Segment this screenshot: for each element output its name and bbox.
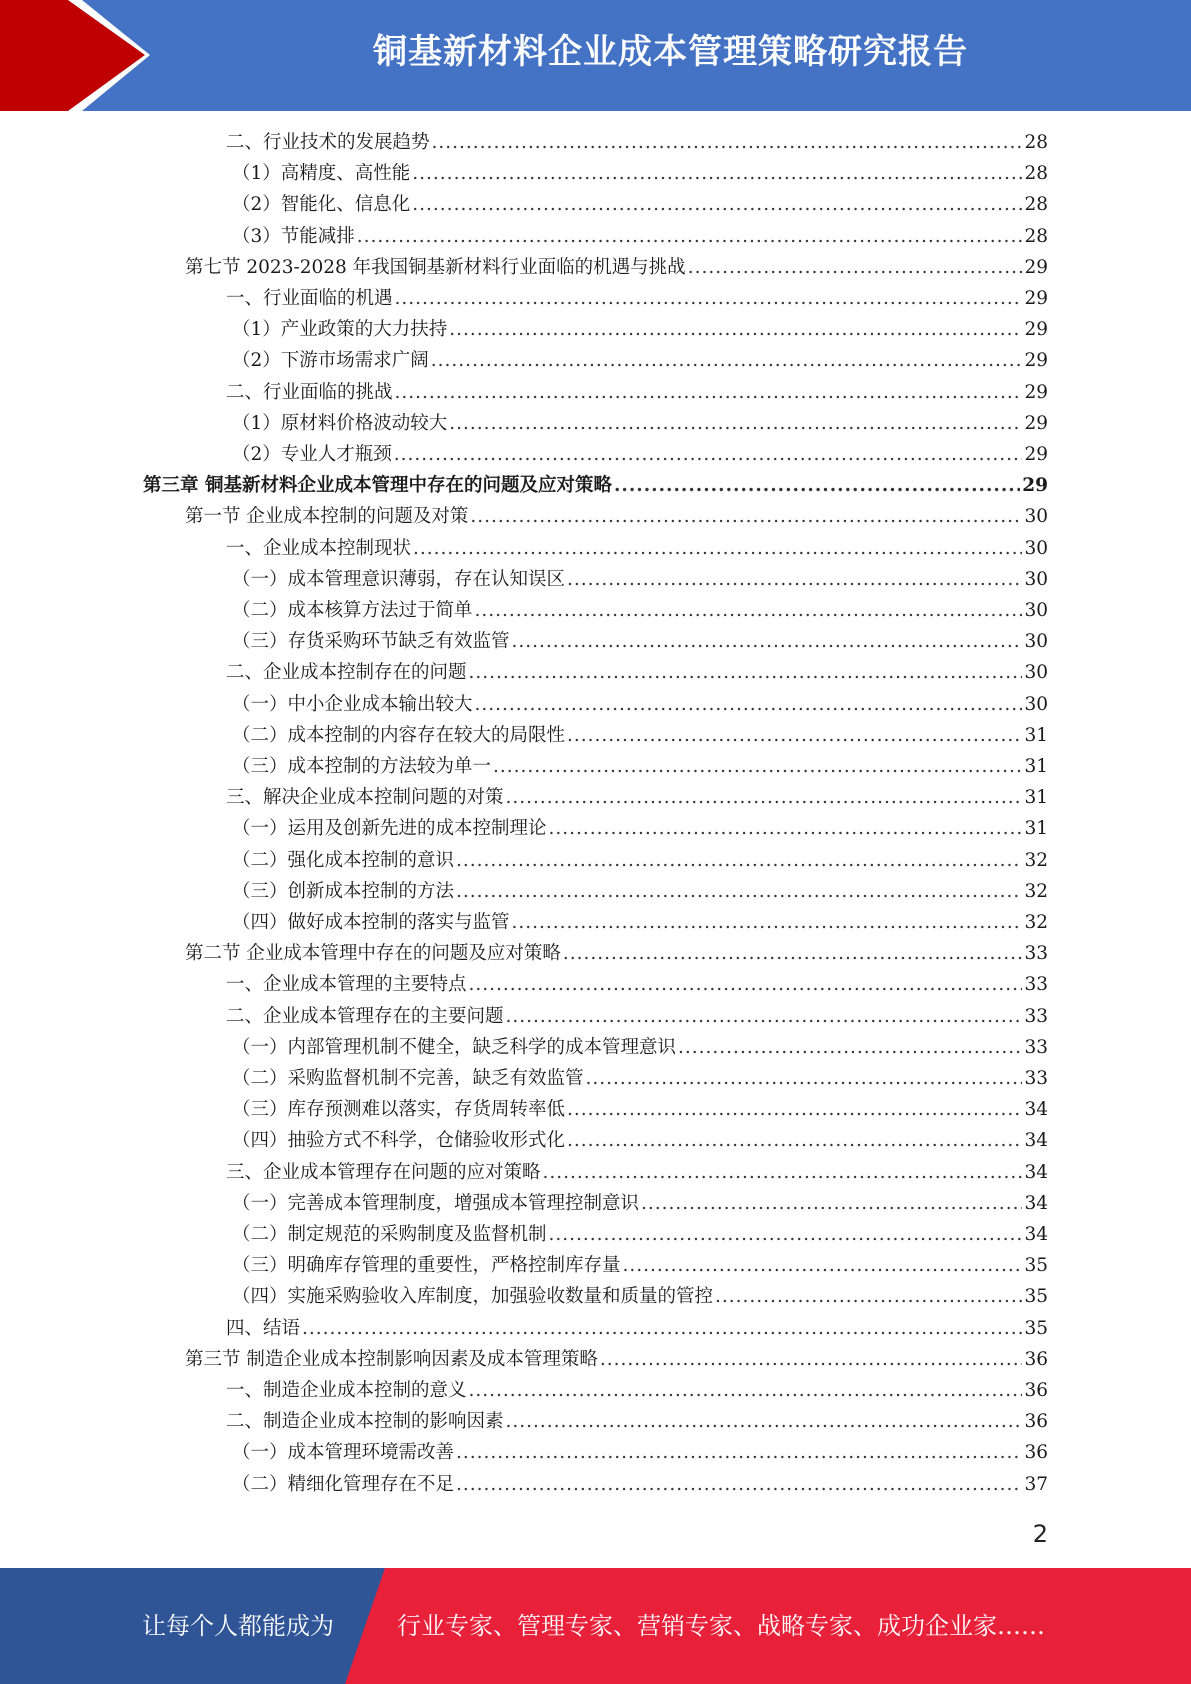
toc-entry-title: 二、企业成本管理存在的主要问题 <box>226 1005 504 1027</box>
toc-dot-leader <box>493 756 1022 777</box>
toc-entry-page-number: 32 <box>1024 849 1048 871</box>
toc-dot-leader <box>506 787 1023 808</box>
toc-entry-title: （四）抽验方式不科学，仓储验收形式化 <box>232 1130 566 1152</box>
toc-entry-page-number: 34 <box>1024 1224 1048 1245</box>
toc-entry-page-number: 30 <box>1024 631 1048 653</box>
toc-entry[interactable] <box>226 284 1048 315</box>
toc-dot-leader <box>475 600 1023 621</box>
toc-dot-leader <box>431 350 1023 371</box>
toc-entry[interactable] <box>143 471 1048 502</box>
header-band <box>0 0 1191 111</box>
toc-entry-title: （2）专业人才瓶颈 <box>232 444 392 465</box>
toc-entry-page-number: 34 <box>1024 1130 1048 1152</box>
toc-entry-page-number: 33 <box>1024 1005 1048 1027</box>
toc-entry-page-number: 30 <box>1024 600 1048 621</box>
toc-entry-page-number: 29 <box>1024 319 1048 341</box>
toc-entry[interactable] <box>226 1158 1048 1189</box>
toc-dot-leader <box>506 1411 1023 1432</box>
toc-entry-title: （二）制定规范的采购制度及监督机制 <box>232 1224 547 1245</box>
toc-dot-leader <box>413 538 1022 559</box>
toc-entry[interactable] <box>226 1407 1048 1438</box>
toc-entry[interactable] <box>232 752 1048 783</box>
toc-dot-leader <box>412 194 1022 215</box>
toc-entry-page-number: 34 <box>1024 1099 1048 1121</box>
toc-entry-title: （三）存货采购环节缺乏有效监管 <box>232 631 510 653</box>
toc-entry-page-number: 30 <box>1024 662 1048 684</box>
toc-dot-leader <box>395 382 1023 403</box>
toc-entry-page-number: 28 <box>1024 225 1048 247</box>
toc-entry[interactable] <box>185 939 1048 970</box>
toc-entry-page-number: 37 <box>1024 1473 1048 1495</box>
toc-entry[interactable] <box>232 346 1048 377</box>
toc-entry-title: （三）成本控制的方法较为单一 <box>232 756 492 777</box>
toc-entry-page-number: 31 <box>1024 756 1048 777</box>
toc-dot-leader <box>512 912 1023 933</box>
toc-dot-leader <box>395 288 1023 309</box>
toc-entry-page-number: 30 <box>1024 537 1048 559</box>
toc-dot-leader <box>394 444 1023 465</box>
toc-entry-title: （1）高精度、高性能 <box>232 163 411 185</box>
toc-entry-page-number: 33 <box>1024 974 1048 996</box>
toc-entry-page-number: 36 <box>1024 1411 1048 1433</box>
toc-entry[interactable] <box>232 877 1048 908</box>
toc-entry-page-number: 29 <box>1024 412 1048 434</box>
toc-dot-leader <box>469 974 1023 995</box>
toc-entry-title: 四、结语 <box>226 1317 301 1339</box>
toc-entry[interactable] <box>232 1189 1048 1220</box>
toc-entry-page-number: 29 <box>1024 288 1048 309</box>
toc-entry-title: 一、行业面临的机遇 <box>226 288 393 309</box>
toc-entry-page-number: 34 <box>1024 1161 1048 1183</box>
page-number: 2 <box>1032 1520 1048 1548</box>
toc-entry[interactable] <box>185 1345 1048 1376</box>
toc-entry-page-number: 33 <box>1024 1036 1048 1058</box>
toc-dot-leader <box>469 662 1023 683</box>
toc-entry-title: （一）完善成本管理制度，增强成本管理控制意识 <box>232 1192 640 1214</box>
toc-entry[interactable] <box>232 1095 1048 1126</box>
toc-entry[interactable] <box>232 908 1048 939</box>
toc-dot-leader <box>678 1037 1022 1058</box>
toc-entry[interactable] <box>232 814 1048 845</box>
toc-entry-title: 二、行业面临的挑战 <box>226 381 393 403</box>
toc-entry[interactable] <box>226 1314 1048 1345</box>
toc-entry[interactable] <box>232 1438 1048 1469</box>
header-arrow-decoration <box>0 0 160 111</box>
toc-entry-title: （三）创新成本控制的方法 <box>232 880 455 902</box>
toc-dot-leader <box>715 1286 1022 1307</box>
toc-entry-title: （一）内部管理机制不健全，缺乏科学的成本管理意识 <box>232 1036 677 1058</box>
toc-entry-title: （二）强化成本控制的意识 <box>232 849 455 871</box>
toc-entry-title: 二、企业成本控制存在的问题 <box>226 662 467 684</box>
toc-entry[interactable] <box>185 253 1048 284</box>
toc-dot-leader <box>512 631 1023 652</box>
toc-dot-leader <box>641 1193 1022 1214</box>
toc-entry-title: （1）原材料价格波动较大 <box>232 412 448 434</box>
toc-entry[interactable] <box>232 627 1048 658</box>
toc-entry-title: （一）成本管理环境需改善 <box>232 1442 455 1464</box>
toc-entry[interactable] <box>232 721 1048 752</box>
toc-entry-page-number: 32 <box>1024 880 1048 902</box>
toc-entry[interactable] <box>232 222 1048 253</box>
toc-dot-leader <box>506 1006 1023 1027</box>
toc-entry-title: 一、企业成本管理的主要特点 <box>226 974 467 996</box>
toc-dot-leader <box>470 506 1022 527</box>
toc-entry-title: 三、企业成本管理存在问题的应对策略 <box>226 1161 541 1183</box>
toc-dot-leader <box>302 1318 1022 1339</box>
toc-entry[interactable] <box>232 1251 1048 1282</box>
toc-dot-leader <box>449 413 1022 434</box>
toc-entry[interactable] <box>232 1033 1048 1064</box>
toc-entry-title: 第三节 制造企业成本控制影响因素及成本管理策略 <box>185 1348 598 1370</box>
toc-entry-page-number: 29 <box>1024 350 1048 372</box>
toc-entry[interactable] <box>232 440 1048 471</box>
toc-entry[interactable] <box>226 534 1048 565</box>
toc-entry[interactable] <box>232 1282 1048 1313</box>
toc-entry-page-number: 28 <box>1024 163 1048 185</box>
document-title: 铜基新材料企业成本管理策略研究报告 <box>373 32 968 72</box>
footer-slogan-right: 行业专家、管理专家、营销专家、战略专家、成功企业家…… <box>397 1612 1045 1640</box>
toc-entry-title: （四）做好成本控制的落实与监管 <box>232 912 510 933</box>
toc-dot-leader <box>456 1474 1022 1495</box>
toc-dot-leader <box>449 319 1022 340</box>
toc-entry-page-number: 35 <box>1024 1286 1048 1308</box>
toc-entry-page-number: 36 <box>1024 1380 1048 1401</box>
toc-entry-title: （二）成本核算方法过于简单 <box>232 600 473 621</box>
toc-dot-leader <box>432 132 1023 153</box>
toc-entry-page-number: 29 <box>1024 256 1048 278</box>
toc-entry[interactable] <box>232 159 1048 190</box>
toc-dot-leader <box>456 881 1022 902</box>
toc-dot-leader <box>567 1099 1022 1120</box>
toc-entry-page-number: 33 <box>1024 943 1048 965</box>
toc-entry-title: （二）成本控制的内容存在较大的局限性 <box>232 724 566 746</box>
toc-entry-title: （一）中小企业成本输出较大 <box>232 693 473 715</box>
toc-entry[interactable] <box>232 690 1048 721</box>
toc-entry-title: 第七节 2023-2028 年我国铜基新材料行业面临的机遇与挑战 <box>185 256 686 278</box>
toc-entry-page-number: 28 <box>1024 194 1048 216</box>
toc-entry-title: （四）实施采购验收入库制度，加强验收数量和质量的管控 <box>232 1286 714 1308</box>
toc-entry[interactable] <box>226 1376 1048 1407</box>
toc-entry-page-number: 36 <box>1024 1348 1048 1370</box>
toc-entry-title: 一、企业成本控制现状 <box>226 537 412 559</box>
toc-dot-leader <box>567 1130 1022 1151</box>
toc-entry-page-number: 31 <box>1024 818 1048 840</box>
toc-entry-page-number: 31 <box>1024 787 1048 809</box>
toc-dot-leader <box>412 163 1022 184</box>
toc-entry-page-number: 32 <box>1024 912 1048 933</box>
toc-entry-title: （2）下游市场需求广阔 <box>232 350 429 372</box>
toc-entry[interactable] <box>226 128 1048 159</box>
toc-dot-leader <box>600 1349 1023 1370</box>
toc-dot-leader <box>357 226 1023 247</box>
toc-entry[interactable] <box>232 1220 1048 1251</box>
toc-entry-page-number: 35 <box>1024 1317 1048 1339</box>
toc-dot-leader <box>623 1255 1023 1276</box>
toc-entry-title: （二）精细化管理存在不足 <box>232 1473 455 1495</box>
toc-entry[interactable] <box>226 783 1048 814</box>
toc-entry[interactable] <box>232 315 1048 346</box>
toc-entry-title: （一）运用及创新先进的成本控制理论 <box>232 818 547 840</box>
toc-entry[interactable] <box>232 1126 1048 1157</box>
toc-entry-title: （1）产业政策的大力扶持 <box>232 319 448 341</box>
toc-entry[interactable] <box>232 846 1048 877</box>
toc-entry-page-number: 30 <box>1024 506 1048 528</box>
toc-entry-title: 第三章 铜基新材料企业成本管理中存在的问题及应对策略 <box>143 475 612 497</box>
toc-entry-title: 二、制造企业成本控制的影响因素 <box>226 1411 504 1433</box>
toc-entry-page-number: 28 <box>1024 132 1048 153</box>
toc-dot-leader <box>475 694 1023 715</box>
toc-entry-page-number: 35 <box>1024 1255 1048 1277</box>
toc-dot-leader <box>456 850 1022 871</box>
toc-entry-title: （2）智能化、信息化 <box>232 194 411 216</box>
toc-entry[interactable] <box>232 565 1048 596</box>
toc-entry-page-number: 29 <box>1024 381 1048 403</box>
footer-band <box>0 1568 1191 1684</box>
toc-entry-title: （3）节能减排 <box>232 225 355 247</box>
toc-entry[interactable] <box>232 1064 1048 1095</box>
toc-entry-title: 第一节 企业成本控制的问题及对策 <box>185 506 469 528</box>
toc-entry-title: 三、解决企业成本控制问题的对策 <box>226 787 504 809</box>
toc-dot-leader <box>688 257 1023 278</box>
toc-dot-leader <box>543 1162 1023 1183</box>
toc-entry-title: 二、行业技术的发展趋势 <box>226 132 430 153</box>
toc-dot-leader <box>549 1224 1023 1245</box>
toc-entry[interactable] <box>185 502 1048 533</box>
toc-entry[interactable] <box>226 970 1048 1001</box>
toc-entry-title: （二）采购监督机制不完善，缺乏有效监管 <box>232 1068 584 1089</box>
toc-entry-page-number: 36 <box>1024 1442 1048 1464</box>
toc-entry-title: （三）明确库存管理的重要性，严格控制库存量 <box>232 1255 621 1277</box>
toc-entry-title: （一）成本管理意识薄弱，存在认知误区 <box>232 568 566 590</box>
toc-dot-leader <box>614 475 1020 496</box>
toc-dot-leader <box>563 943 1023 964</box>
toc-entry[interactable] <box>232 1470 1048 1501</box>
toc-entry-title: 第二节 企业成本管理中存在的问题及应对策略 <box>185 943 561 965</box>
toc-dot-leader <box>567 725 1022 746</box>
toc-entry-page-number: 29 <box>1022 475 1048 497</box>
toc-entry[interactable] <box>226 378 1048 409</box>
toc-entry-page-number: 31 <box>1024 724 1048 746</box>
toc-dot-leader <box>567 569 1022 590</box>
toc-entry-title: 一、制造企业成本控制的意义 <box>226 1380 467 1401</box>
toc-entry[interactable] <box>232 190 1048 221</box>
toc-entry-page-number: 29 <box>1024 444 1048 465</box>
toc-entry[interactable] <box>232 596 1048 627</box>
footer-slogan-left: 让每个人都能成为 <box>142 1612 334 1640</box>
toc-entry-page-number: 30 <box>1024 568 1048 590</box>
toc-entry-page-number: 33 <box>1024 1068 1048 1089</box>
toc-entry[interactable] <box>226 1002 1048 1033</box>
toc-entry-page-number: 34 <box>1024 1192 1048 1214</box>
toc-entry-title: （三）库存预测难以落实，存货周转率低 <box>232 1099 566 1121</box>
toc-dot-leader <box>549 818 1023 839</box>
toc-dot-leader <box>469 1380 1023 1401</box>
toc-entry-page-number: 30 <box>1024 693 1048 715</box>
toc-dot-leader <box>586 1068 1023 1089</box>
toc-dot-leader <box>456 1442 1022 1463</box>
toc-entry[interactable] <box>226 658 1048 689</box>
toc-entry[interactable] <box>232 409 1048 440</box>
